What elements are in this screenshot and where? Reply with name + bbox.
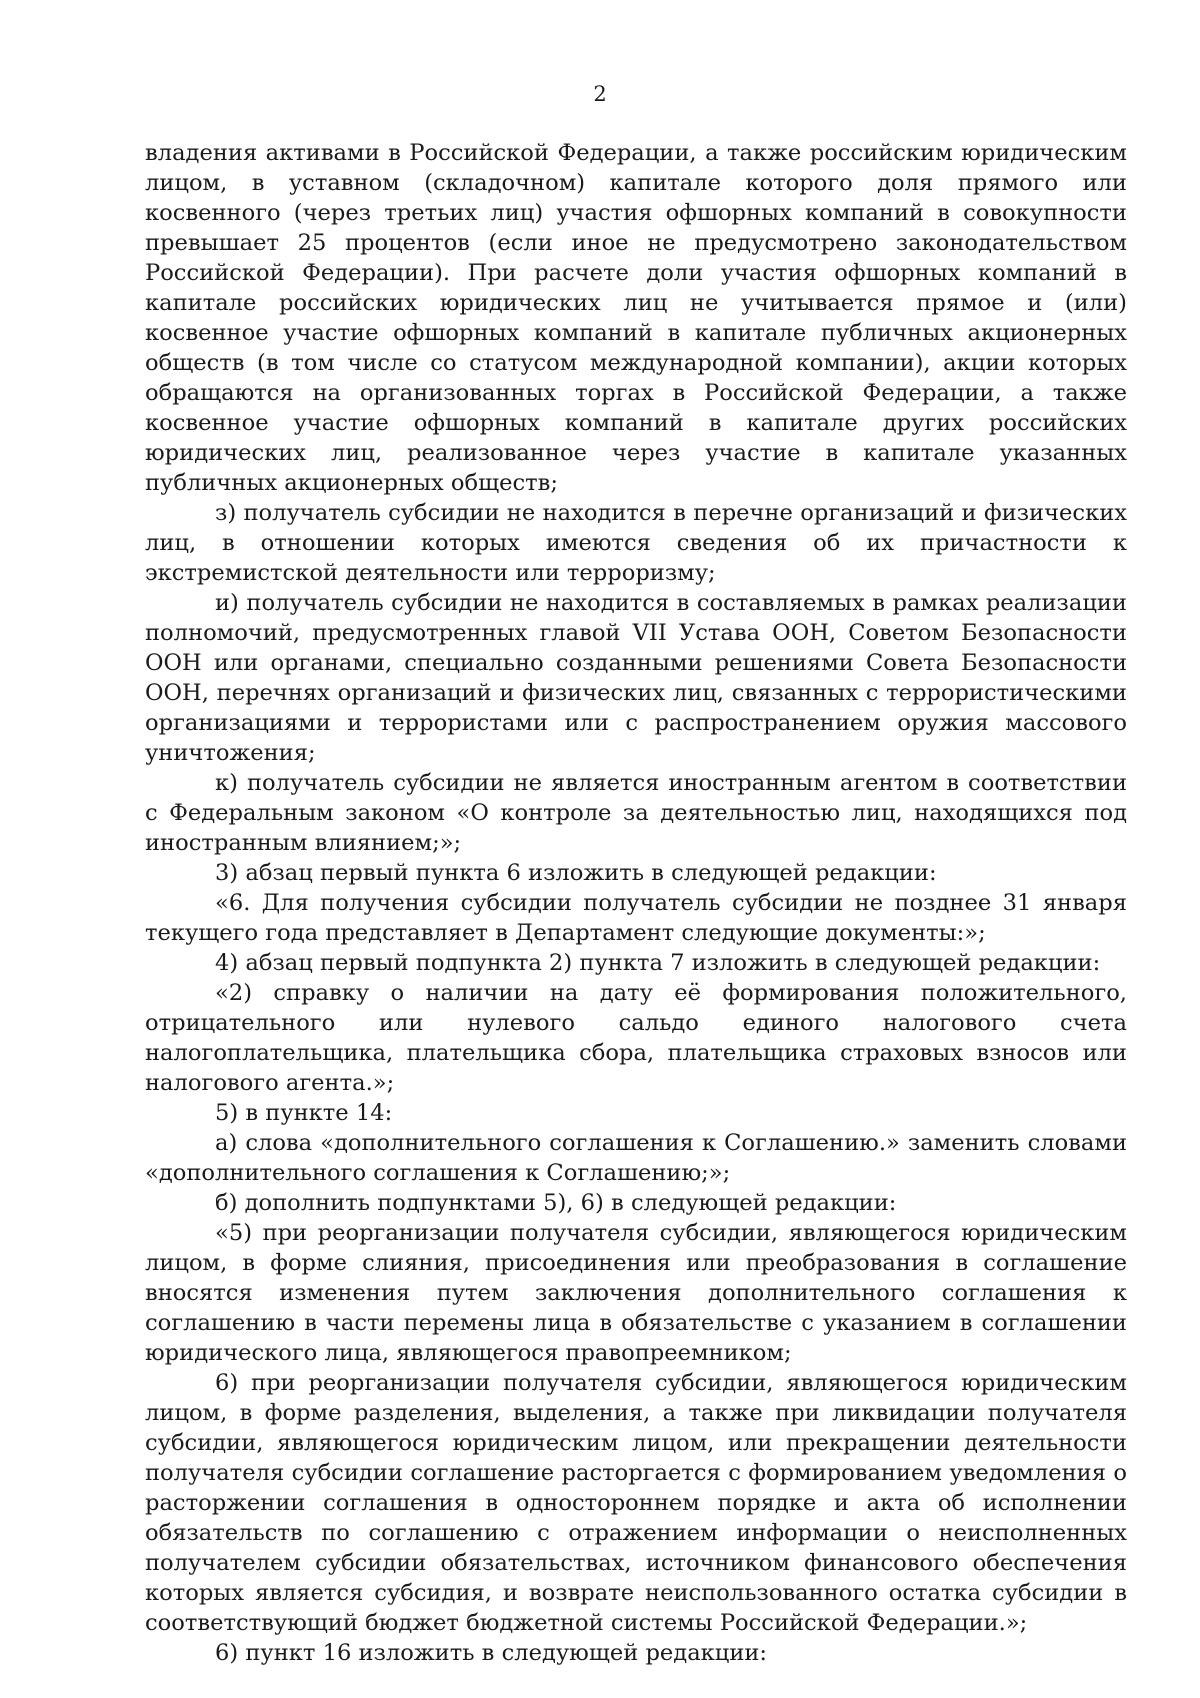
page-number: 2 [593,82,607,106]
paragraph-10: а) слова «дополнительного соглашения к Соглашению.» заменить словами «дополнительного соглашения к Соглашению;»; [145,1130,1127,1186]
paragraph-14: 6) пункт 16 изложить в следующей редакции: [215,1640,768,1666]
paragraph-9: 5) в пункте 14: [215,1100,393,1126]
paragraph-11: б) дополнить подпунктами 5), 6) в следующей редакции: [215,1190,897,1216]
paragraph-6: «6. Для получения субсидии получатель субсидии не позднее 31 января текущего года представляет в Департамент следующие документы:»; [145,890,1127,946]
document-body [145,138,1127,1668]
paragraph-4: к) получатель субсидии не является иностранным агентом в соответствии с Федеральным законом «О контроле за деятельностью лиц, находящихся под иностранным влиянием;»; [145,770,1127,856]
paragraph-2: з) получатель субсидии не находится в перечне организаций и физических лиц, в отношении которых имеются сведения об их причастности к экстремистской деятельности или терроризму; [145,500,1127,586]
paragraph-12: «5) при реорганизации получателя субсидии, являющегося юридическим лицом, в форме слияния, присоединения или преобразования в соглашение вносятся изменения путем заключения дополнительного соглашения к соглашению в части перемены лица в обязательстве с указанием в соглашении юридического лица, являющегося правопреемником; [145,1220,1127,1366]
paragraph-7: 4) абзац первый подпункта 2) пункта 7 изложить в следующей редакции: [215,950,1101,976]
paragraph-8: «2) справку о наличии на дату её формирования положительного, отрицательного или нулевого сальдо единого налогового счета налогоплательщика, плательщика сбора, плательщика страховых взносов или налогового агента.»; [145,980,1127,1096]
paragraph-3: и) получатель субсидии не находится в составляемых в рамках реализации полномочий, предусмотренных главой VII Устава ООН, Советом Безопасности ООН или органами, специально созданными решениями Совета Безопасности ООН, перечнях организаций и физических лиц, связанных с террористическими организациями и террористами или с распространением оружия массового уничтожения; [145,590,1127,766]
paragraph-13: 6) при реорганизации получателя субсидии, являющегося юридическим лицом, в форме разделения, выделения, а также при ликвидации получателя субсидии, являющегося юридическим лицом, или прекращении деятельности получателя субсидии соглашение расторгается с формированием уведомления о расторжении соглашения в одностороннем порядке и акта об исполнении обязательств по соглашению с отражением информации о неисполненных получателем субсидии обязательствах, источником финансового обеспечения которых является субсидия, и возврате неиспользованного остатка субсидии в соответствующий бюджет бюджетной системы Российской Федерации.»; [145,1370,1127,1636]
paragraph-1: владения активами в Российской Федерации, а также российским юридическим лицом, в уставном (складочном) капитале которого доля прямого или косвенного (через третьих лиц) участия офшорных компаний в совокупности превышает 25 процентов (если иное не предусмотрено законодательством Российской Федерации). При расчете доли участия офшорных компаний в капитале российских юридических лиц не учитывается прямое и (или) косвенное участие офшорных компаний в капитале публичных акционерных обществ (в том числе со статусом международной компании), акции которых обращаются на организованных торгах в Российской Федерации, а также косвенное участие офшорных компаний в капитале других российских юридических лиц, реализованное через участие в капитале указанных публичных акционерных обществ; [145,140,1127,496]
paragraph-5: 3) абзац первый пункта 6 изложить в следующей редакции: [215,860,937,886]
